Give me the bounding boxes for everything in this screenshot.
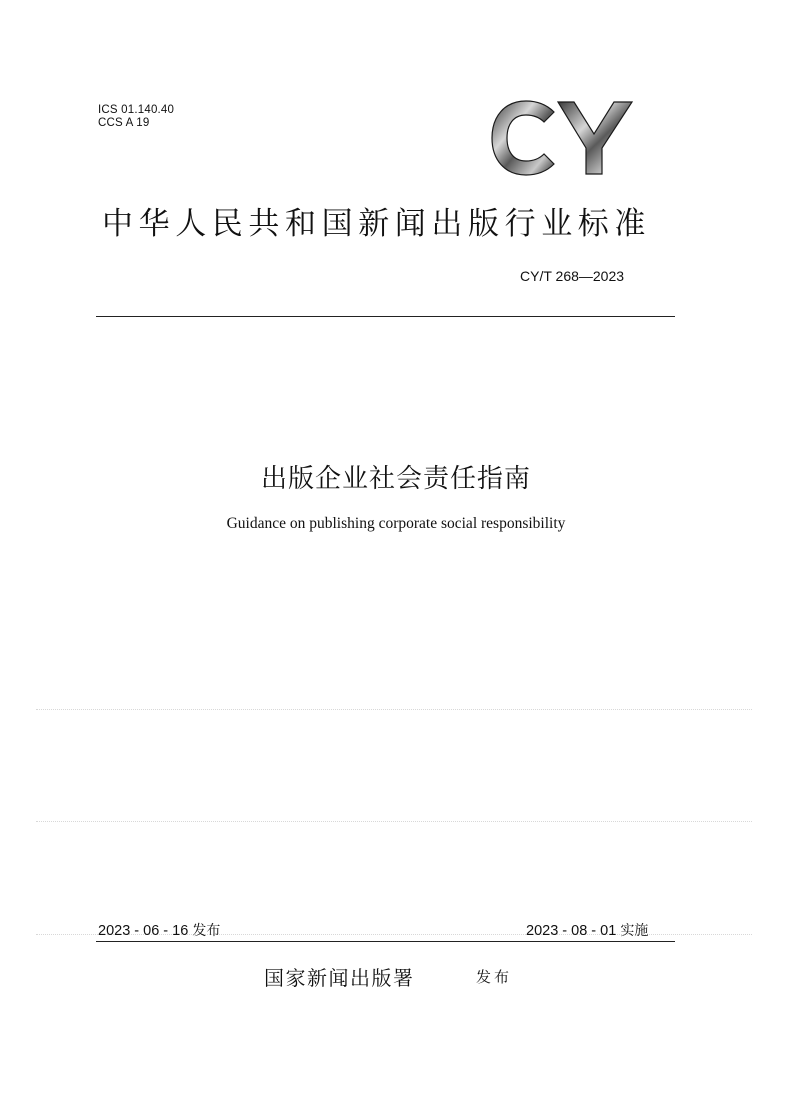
- scan-line: [36, 709, 752, 710]
- release-label: 发布: [192, 923, 221, 939]
- standard-category-title: 中华人民共和国新闻出版行业标准: [102, 206, 651, 242]
- scan-line: [36, 821, 752, 822]
- release-date: 2023 - 06 - 16: [98, 923, 189, 939]
- footer-divider: [96, 941, 675, 942]
- ics-code: ICS 01.140.40: [98, 104, 175, 116]
- release-date-block: [98, 920, 220, 940]
- header-divider: [96, 316, 675, 317]
- publish-label: 发布: [476, 968, 513, 986]
- implementation-date-block: [526, 920, 648, 940]
- cy-logo-icon: [488, 98, 636, 178]
- document-title-chinese: 出版企业社会责任指南: [260, 464, 531, 494]
- implementation-label: 实施: [620, 923, 649, 939]
- standard-number: CY/T 268—2023: [520, 268, 625, 284]
- ccs-code: CCS A 19: [98, 117, 150, 129]
- classification-codes: [98, 104, 174, 130]
- document-title-english: Guidance on publishing corporate social responsibility: [226, 515, 566, 532]
- publisher-name: 国家新闻出版署: [264, 966, 415, 990]
- implementation-date: 2023 - 08 - 01: [526, 923, 617, 939]
